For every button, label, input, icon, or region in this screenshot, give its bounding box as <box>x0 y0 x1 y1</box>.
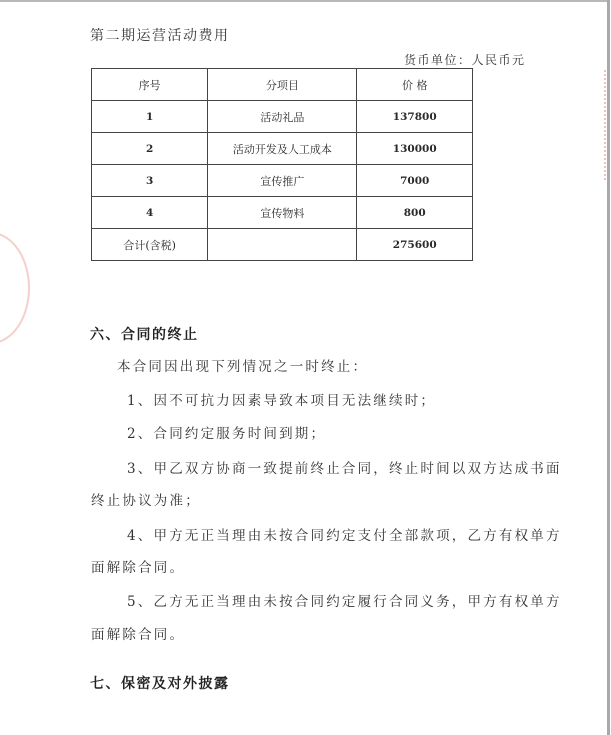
cell-price: 137800 <box>357 101 473 133</box>
table-row <box>92 101 473 133</box>
section-6-intro: 本合同因出现下列情况之一时终止： <box>117 359 369 375</box>
table-row <box>92 197 473 229</box>
cell-item: 宣传物料 <box>208 197 357 229</box>
cell-index: 1 <box>92 101 208 133</box>
currency-unit-note: 货币单位：人民币元 <box>404 53 526 67</box>
clause-5-line-2: 面解除合同。 <box>91 627 186 643</box>
section-6-heading: 六、合同的终止 <box>90 327 199 343</box>
clause-2: 2、合同约定服务时间到期； <box>127 426 327 442</box>
fee-table <box>91 68 473 261</box>
cell-price: 130000 <box>357 133 473 165</box>
clause-1: 1、因不可抗力因素导致本项目无法继续时； <box>127 393 437 409</box>
table-row <box>92 133 473 165</box>
total-item <box>208 229 357 261</box>
clause-3-line-1: 3、甲乙双方协商一致提前终止合同，终止时间以双方达成书面 <box>127 461 562 477</box>
table-header-row <box>92 69 473 101</box>
cell-index: 2 <box>92 133 208 165</box>
total-label: 合计(含税) <box>92 229 208 261</box>
header-item: 分项目 <box>208 69 357 101</box>
table-row <box>92 165 473 197</box>
cell-index: 4 <box>92 197 208 229</box>
header-price: 价 格 <box>357 69 473 101</box>
clause-4-line-2: 面解除合同。 <box>91 560 186 576</box>
clause-4-line-1: 4、甲方无正当理由未按合同约定支付全部款项，乙方有权单方 <box>127 528 562 544</box>
clause-5-line-1: 5、乙方无正当理由未按合同约定履行合同义务，甲方有权单方 <box>127 594 562 610</box>
cell-item: 宣传推广 <box>208 165 357 197</box>
cell-price: 800 <box>357 197 473 229</box>
cell-index: 3 <box>92 165 208 197</box>
header-index: 序号 <box>92 69 208 101</box>
red-seal-stamp-icon <box>0 232 30 344</box>
seam-seal-stamp-icon <box>604 70 609 180</box>
cell-item: 活动开发及人工成本 <box>208 133 357 165</box>
table-total-row <box>92 229 473 261</box>
cell-item: 活动礼品 <box>208 101 357 133</box>
section-title: 第二期运营活动费用 <box>90 28 230 44</box>
clause-3-line-2: 终止协议为准； <box>91 493 201 509</box>
section-7-heading: 七、保密及对外披露 <box>90 676 230 692</box>
cell-price: 7000 <box>357 165 473 197</box>
page-top-border <box>0 0 608 2</box>
total-price: 275600 <box>357 229 473 261</box>
